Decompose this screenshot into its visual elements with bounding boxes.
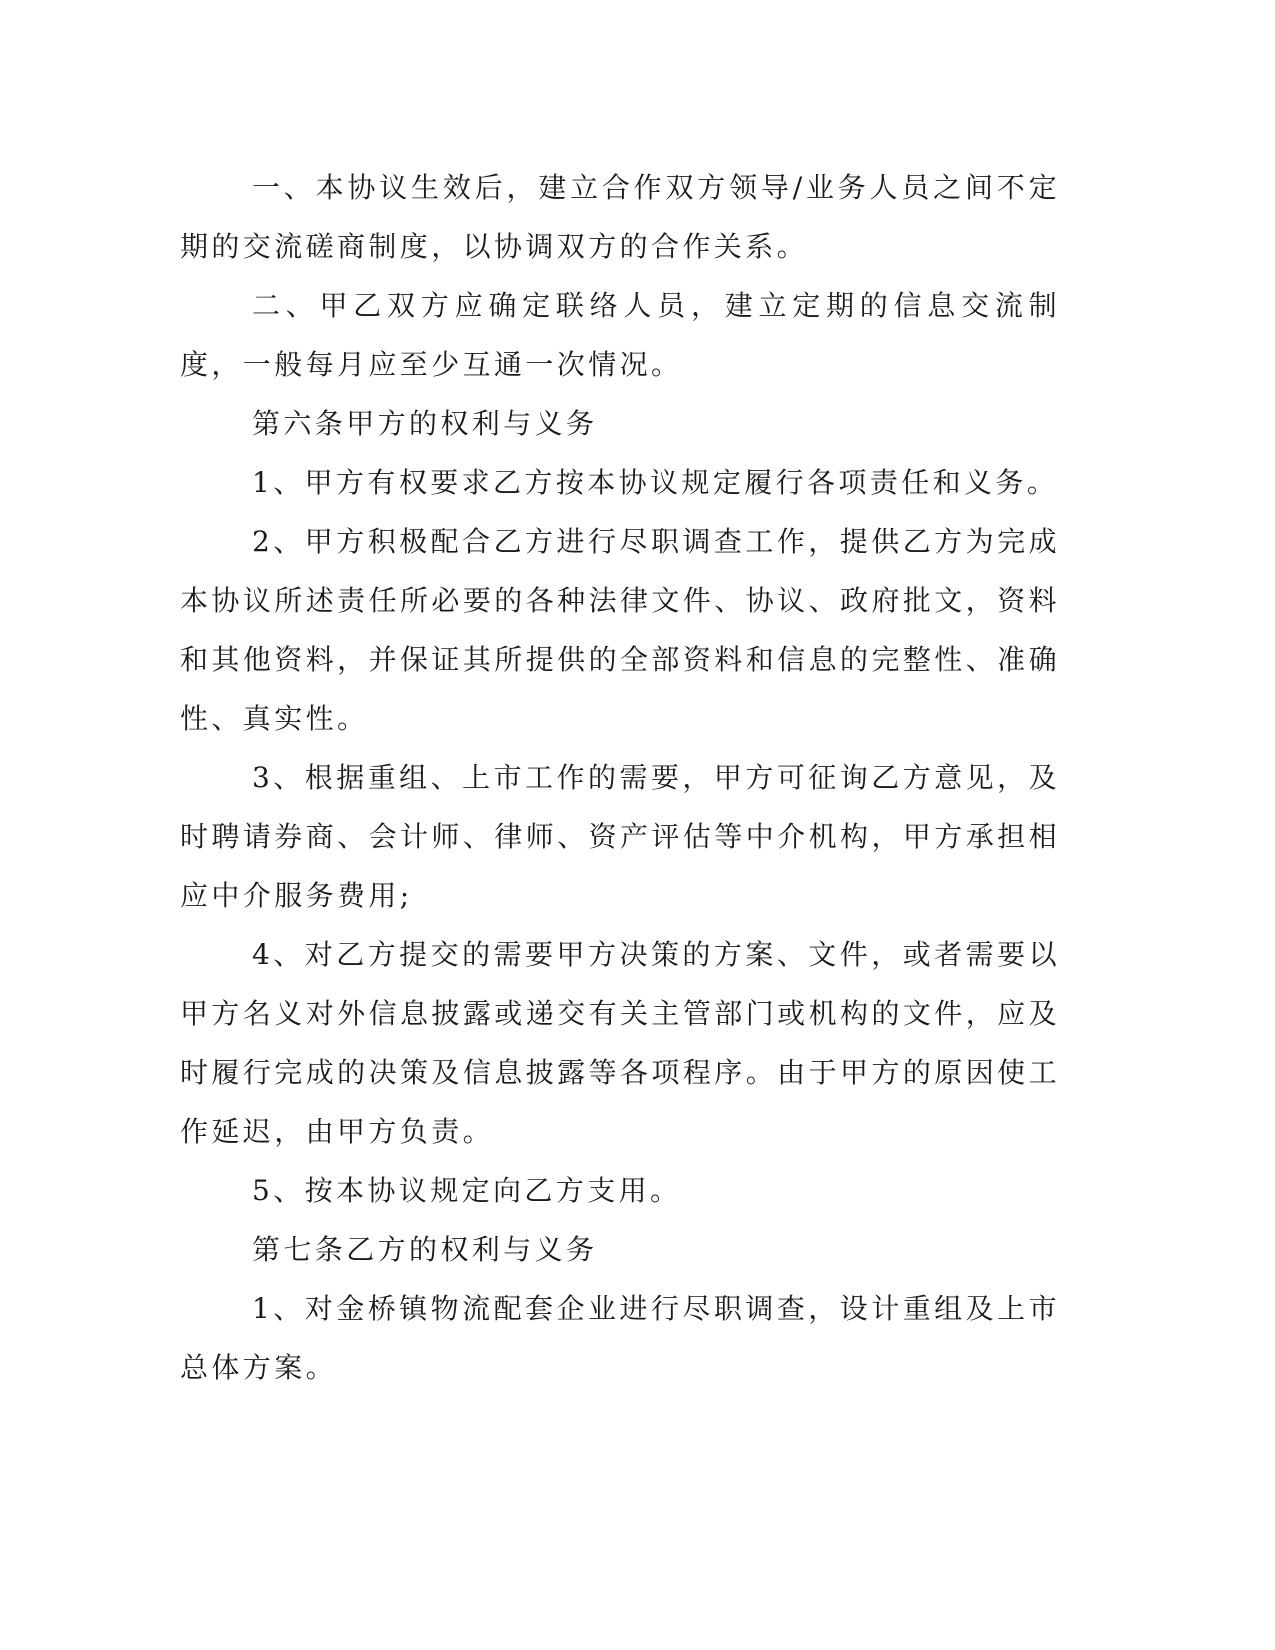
paragraph-coordination: 一、本协议生效后，建立合作双方领导/业务人员之间不定期的交流磋商制度，以协调双方的合作关系。: [180, 171, 1060, 263]
paragraph-liaison: 二、甲乙双方应确定联络人员，建立定期的信息交流制度，一般每月应至少互通一次情况。: [180, 289, 1060, 381]
paragraph-party-a-item-4: 4、对乙方提交的需要甲方决策的方案、文件，或者需要以甲方名义对外信息披露或递交有关主管部门或机构的文件，应及时履行完成的决策及信息披露等各项程序。由于甲方的原因使工作延迟，由甲方负责。: [180, 938, 1060, 1148]
paragraph-party-a-item-3: 3、根据重组、上市工作的需要，甲方可征询乙方意见，及时聘请券商、会计师、律师、资产评估等中介机构，甲方承担相应中介服务费用;: [180, 761, 1060, 912]
document-body: [180, 158, 1060, 1397]
paragraph-party-b-item-1: 1、对金桥镇物流配套企业进行尽职调查，设计重组及上市总体方案。: [180, 1292, 1060, 1384]
article-seven-heading: 第七条乙方的权利与义务: [252, 1233, 598, 1266]
paragraph-party-a-item-1: 1、甲方有权要求乙方按本协议规定履行各项责任和义务。: [252, 466, 1059, 499]
paragraph-party-a-item-2: 2、甲方积极配合乙方进行尽职调查工作，提供乙方为完成本协议所述责任所必要的各种法律文件、协议、政府批文，资料和其他资料，并保证其所提供的全部资料和信息的完整性、准确性、真实性。: [180, 525, 1060, 735]
article-six-heading: 第六条甲方的权利与义务: [252, 407, 598, 440]
paragraph-party-a-item-5: 5、按本协议规定向乙方支用。: [252, 1174, 682, 1207]
